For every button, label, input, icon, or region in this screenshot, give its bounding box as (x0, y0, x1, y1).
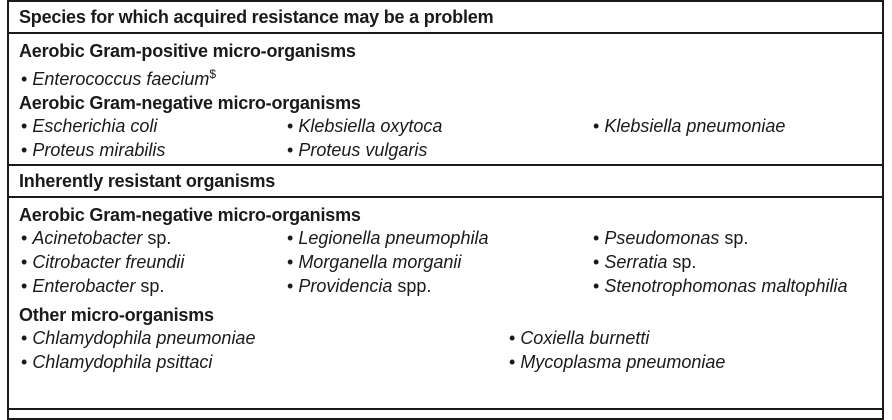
section-header-text: Species for which acquired resistance may be a problem (19, 6, 494, 27)
organism-name: Coxiella burnetti (520, 328, 650, 348)
organism-name: Enterobacter (32, 276, 136, 296)
organism-name: Proteus vulgaris (298, 140, 428, 160)
bullet-list-gram-negative (19, 226, 882, 300)
list-item: • Stenotrophomonas maltophilia (593, 276, 848, 296)
group-title-gram-positive: Aerobic Gram-positive micro-organisms (19, 41, 356, 61)
list-item: • Enterococcus faecium$ (21, 67, 217, 89)
organism-name: Stenotrophomonas maltophilia (604, 276, 848, 296)
organism-suffix: sp. (667, 252, 697, 272)
organism-name: Chlamydophila pneumoniae (32, 328, 256, 348)
organism-suffix: sp. (135, 276, 165, 296)
organism-name: Acinetobacter (32, 228, 143, 248)
list-item: • Pseudomonas sp. (593, 228, 749, 248)
organism-name: Enterococcus faecium (32, 69, 210, 89)
list-item: • Serratia sp. (593, 252, 697, 272)
section-acquired-resistance (9, 34, 882, 164)
list-item: • Morganella morganii (287, 252, 462, 272)
list-item: • Proteus vulgaris (287, 140, 428, 160)
organism-name: Morganella morganii (298, 252, 462, 272)
list-item: • Legionella pneumophila (287, 228, 489, 248)
list-item: • Enterobacter sp. (21, 276, 165, 296)
list-item: • Acinetobacter sp. (21, 228, 172, 248)
section-inherently-resistant (9, 198, 882, 376)
organism-name: Chlamydophila psittaci (32, 352, 213, 372)
list-item: • Klebsiella oxytoca (287, 116, 443, 136)
resistance-table (7, 0, 884, 420)
list-item: • Chlamydophila pneumoniae (21, 328, 256, 348)
organism-name: Escherichia coli (32, 116, 158, 136)
section-header-text: Inherently resistant organisms (19, 170, 276, 191)
list-item: • Citrobacter freundii (21, 252, 185, 272)
organism-name: Citrobacter freundii (32, 252, 185, 272)
organism-name: Serratia (604, 252, 668, 272)
organism-name: Pseudomonas (604, 228, 720, 248)
organism-suffix: spp. (392, 276, 432, 296)
list-item: • Chlamydophila psittaci (21, 352, 213, 372)
group-title-other: Other micro-organisms (19, 305, 214, 325)
organism-name: Proteus mirabilis (32, 140, 166, 160)
list-item: • Klebsiella pneumoniae (593, 116, 786, 136)
organism-name: Providencia (298, 276, 393, 296)
organism-name: Klebsiella oxytoca (298, 116, 443, 136)
list-item: • Coxiella burnetti (509, 328, 650, 348)
organism-name: Klebsiella pneumoniae (604, 116, 786, 136)
organism-suffix: sp. (142, 228, 172, 248)
list-item: • Proteus mirabilis (21, 140, 166, 160)
bullet-list-other (19, 326, 882, 376)
bullet-list-gram-negative (19, 114, 882, 164)
organism-name: Mycoplasma pneumoniae (520, 352, 726, 372)
bullet-list-gram-positive (19, 62, 882, 88)
bottom-rule (9, 408, 882, 410)
section-header-acquired-resistance (9, 2, 882, 34)
section-header-inherently-resistant (9, 164, 882, 198)
group-title-gram-negative: Aerobic Gram-negative micro-organisms (19, 205, 361, 225)
list-item: • Providencia spp. (287, 276, 432, 296)
list-item: • Mycoplasma pneumoniae (509, 352, 726, 372)
footnote-marker: $ (209, 67, 217, 81)
group-title-gram-negative: Aerobic Gram-negative micro-organisms (19, 93, 361, 113)
organism-name: Legionella pneumophila (298, 228, 489, 248)
list-item: • Escherichia coli (21, 116, 158, 136)
organism-suffix: sp. (719, 228, 749, 248)
